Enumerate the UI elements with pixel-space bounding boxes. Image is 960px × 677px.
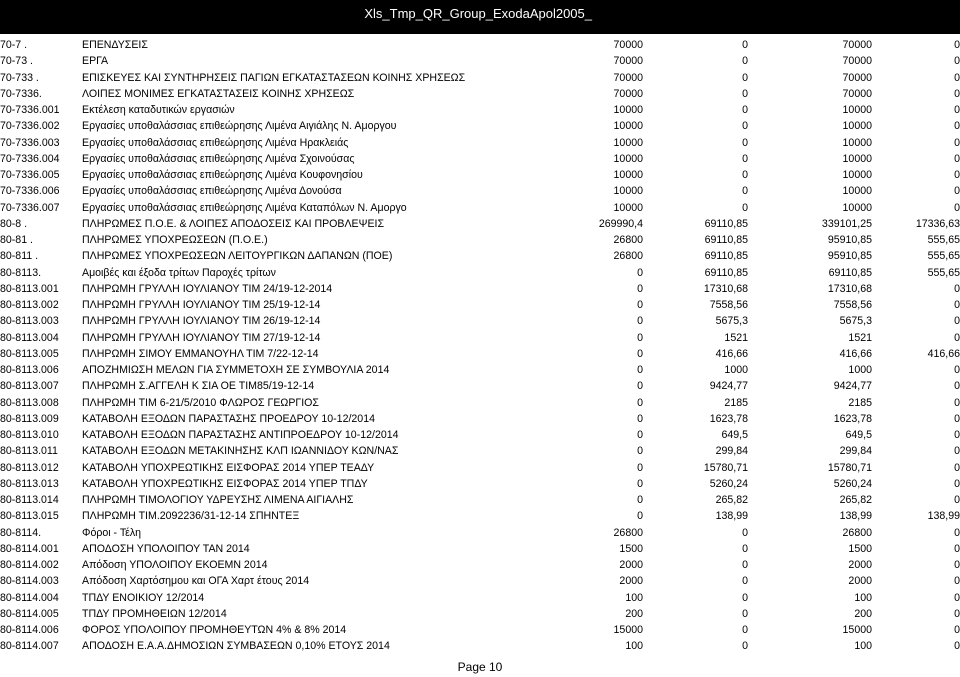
value-col4-cell: 0 (954, 591, 960, 604)
description-cell: ΠΛΗΡΩΜΗ Σ.ΑΓΓΕΛΗ Κ ΣΙΑ ΟΕ ΤΙΜ85/19-12-14 (82, 380, 315, 393)
table-row (0, 167, 960, 183)
value-col2-cell: 0 (742, 624, 748, 636)
table-row (0, 200, 960, 216)
value-col4-cell: 555,65 (927, 266, 960, 279)
account-code-cell: 70-7336.006 (0, 185, 60, 198)
table-row (0, 460, 960, 476)
value-col1-cell: 2000 (619, 559, 643, 571)
value-col1-cell: 100 (625, 640, 643, 653)
table-row (0, 525, 960, 541)
description-cell: ΠΛΗΡΩΜΗ ΓΡΥΛΛΗ ΙΟΥΛΙΑΝΟΥ ΤΙΜ 25/19-12-14 (82, 299, 321, 311)
value-col4-cell: 0 (954, 477, 960, 490)
value-col3-cell: 10000 (842, 169, 872, 181)
account-code-cell: 80-8113.015 (0, 510, 59, 523)
value-col3-cell: 138,99 (839, 510, 872, 523)
value-col2-cell: 1521 (724, 331, 748, 344)
description-cell: ΕΠΙΣΚΕΥΕΣ ΚΑΙ ΣΥΝΤΗΡΗΣΕΙΣ ΠΑΓΙΩΝ ΕΓΚΑΤΑΣΤΑΣΕΩΝ ΚΟΙΝΗΣ ΧΡΗΣΕΩΣ (82, 71, 466, 84)
value-col2-cell: 0 (742, 526, 748, 539)
value-col3-cell: 5675,3 (839, 315, 872, 328)
value-col2-cell: 0 (742, 136, 748, 149)
value-col4-cell: 0 (954, 282, 960, 295)
value-col4-cell: 0 (954, 607, 960, 620)
description-cell: ΚΑΤΑΒΟΛΗ ΥΠΟΧΡΕΩΤΙΚΗΣ ΕΙΣΦΟΡΑΣ 2014 ΥΠΕΡ ΤΠΔΥ (82, 477, 368, 490)
value-col2-cell: 0 (742, 152, 748, 165)
value-col2-cell: 2185 (724, 396, 748, 409)
value-col4-cell: 0 (954, 559, 960, 571)
table-row (0, 638, 960, 654)
value-col1-cell: 26800 (613, 526, 643, 539)
description-cell: ΑΠΟΔΟΣΗ ΥΠΟΛΟΙΠΟΥ ΤΑΝ 2014 (82, 542, 250, 555)
value-col4-cell: 0 (954, 136, 960, 149)
description-cell: ΚΑΤΑΒΟΛΗ ΥΠΟΧΡΕΩΤΙΚΗΣ ΕΙΣΦΟΡΑΣ 2014 ΥΠΕΡ ΤΕΑΔΥ (82, 461, 375, 474)
account-code-cell: 80-81 . (0, 234, 33, 246)
value-col2-cell: 0 (742, 87, 748, 100)
value-col3-cell: 9424,77 (833, 380, 872, 393)
value-col4-cell: 0 (954, 412, 960, 425)
value-col4-cell: 0 (954, 39, 960, 51)
value-col2-cell: 0 (742, 104, 748, 116)
table-row (0, 37, 960, 53)
value-col3-cell: 100 (854, 591, 872, 604)
account-code-cell: 80-8113.011 (0, 445, 58, 458)
value-col1-cell: 10000 (613, 120, 643, 133)
value-col3-cell: 15780,71 (827, 461, 872, 474)
description-cell: ΚΑΤΑΒΟΛΗ ΕΞΟΔΩΝ ΜΕΤΑΚΙΝΗΣΗΣ ΚΛΠ ΙΩΑΝΝΙΔΟΥ ΚΩΝ/ΝΑΣ (82, 445, 399, 458)
value-col1-cell: 0 (637, 494, 643, 506)
account-code-cell: 70-7336.005 (0, 169, 60, 181)
account-code-cell: 80-8113.002 (0, 299, 59, 311)
value-col2-cell: 69110,85 (704, 234, 748, 246)
account-code-cell: 70-7336.007 (0, 201, 60, 214)
table-row (0, 378, 960, 394)
description-cell: ΠΛΗΡΩΜΗ ΣΙΜΟΥ ΕΜΜΑΝΟΥΗΛ ΤΙΜ 7/22-12-14 (82, 347, 319, 360)
value-col1-cell: 0 (637, 477, 643, 490)
value-col1-cell: 1500 (619, 542, 643, 555)
value-col2-cell: 0 (742, 591, 748, 604)
description-cell: ΠΛΗΡΩΜΗ ΤΙΜ.2092236/31-12-14 ΣΠΗΝΤΕΞ (82, 510, 300, 523)
description-cell: Φόροι - Τέλη (82, 526, 142, 539)
value-col2-cell: 1623,78 (709, 412, 748, 425)
description-cell: ΠΛΗΡΩΜΕΣ Π.Ο.Ε. & ΛΟΙΠΕΣ ΑΠΟΔΟΣΕΙΣ ΚΑΙ ΠΡΟΒΛΕΨΕΙΣ (82, 217, 385, 230)
value-col1-cell: 200 (625, 607, 643, 620)
value-col1-cell: 0 (637, 510, 643, 523)
value-col3-cell: 1000 (848, 364, 872, 376)
description-cell: ΛΟΙΠΕΣ ΜΟΝΙΜΕΣ ΕΓΚΑΤΑΣΤΑΣΕΙΣ ΚΟΙΝΗΣ ΧΡΗΣΕΩΣ (82, 87, 355, 100)
description-cell: ΠΛΗΡΩΜΕΣ ΥΠΟΧΡΕΩΣΕΩΝ (Π.Ο.Ε.) (82, 234, 268, 246)
account-code-cell: 70-73 . (0, 55, 33, 68)
value-col3-cell: 69110,85 (828, 266, 872, 279)
ledger-table (0, 37, 960, 655)
value-col4-cell: 0 (954, 526, 960, 539)
table-row (0, 70, 960, 86)
description-cell: ΠΛΗΡΩΜΕΣ ΥΠΟΧΡΕΩΣΕΩΝ ΛΕΙΤΟΥΡΓΙΚΩΝ ΔΑΠΑΝΩΝ (ΠΟΕ) (82, 250, 393, 263)
table-row (0, 557, 960, 573)
table-row (0, 590, 960, 606)
value-col3-cell: 95910,85 (827, 234, 872, 246)
value-col1-cell: 269990,4 (598, 217, 643, 230)
value-col3-cell: 299,84 (839, 445, 872, 458)
table-row (0, 508, 960, 524)
account-code-cell: 70-7 . (0, 39, 28, 51)
value-col1-cell: 10000 (613, 136, 643, 149)
description-cell: ΠΛΗΡΩΜΗ ΤΙΜ 6-21/5/2010 ΦΛΩΡΟΣ ΓΕΩΡΓΙΟΣ (82, 396, 319, 409)
value-col3-cell: 10000 (842, 136, 872, 149)
table-row (0, 216, 960, 232)
value-col2-cell: 0 (742, 201, 748, 214)
value-col3-cell: 5260,24 (833, 477, 872, 490)
account-code-cell: 70-7336.003 (0, 136, 60, 149)
value-col4-cell: 138,99 (927, 510, 960, 523)
description-cell: ΤΠΔΥ ΕΝΟΙΚΙΟΥ 12/2014 (82, 591, 205, 604)
value-col3-cell: 70000 (842, 87, 872, 100)
table-row (0, 476, 960, 492)
value-col1-cell: 70000 (613, 39, 643, 51)
account-code-cell: 80-8114.002 (0, 559, 59, 571)
table-row (0, 53, 960, 69)
value-col4-cell: 0 (954, 152, 960, 165)
value-col1-cell: 70000 (613, 87, 643, 100)
value-col3-cell: 2000 (848, 559, 872, 571)
value-col1-cell: 26800 (613, 250, 643, 263)
table-row (0, 346, 960, 362)
value-col3-cell: 2185 (848, 396, 872, 409)
description-cell: ΤΠΔΥ ΠΡΟΜΗΘΕΙΩΝ 12/2014 (82, 607, 227, 620)
account-code-cell: 80-811 . (0, 250, 39, 263)
value-col2-cell: 5260,24 (709, 477, 748, 490)
table-row (0, 395, 960, 411)
table-row (0, 248, 960, 264)
value-col4-cell: 0 (954, 120, 960, 133)
table-row (0, 622, 960, 638)
value-col4-cell: 0 (954, 542, 960, 555)
value-col2-cell: 69110,85 (704, 250, 748, 263)
table-row (0, 265, 960, 281)
value-col3-cell: 10000 (842, 185, 872, 198)
description-cell: ΚΑΤΑΒΟΛΗ ΕΞΟΔΩΝ ΠΑΡΑΣΤΑΣΗΣ ΠΡΟΕΔΡΟΥ 10-12/2014 (82, 412, 375, 425)
description-cell: ΠΛΗΡΩΜΗ ΤΙΜΟΛΟΓΙΟΥ ΥΔΡΕΥΣΗΣ ΛΙΜΕΝΑ ΑΙΓΙΑΛΗΣ (82, 494, 354, 506)
account-code-cell: 80-8113.001 (0, 282, 59, 295)
value-col4-cell: 0 (954, 331, 960, 344)
value-col2-cell: 0 (742, 39, 748, 51)
account-code-cell: 80-8113.003 (0, 315, 59, 328)
account-code-cell: 80-8113. (0, 266, 42, 279)
table-row (0, 492, 960, 508)
value-col1-cell: 10000 (613, 152, 643, 165)
value-col2-cell: 138,99 (715, 510, 748, 523)
value-col4-cell: 0 (954, 429, 960, 441)
value-col2-cell: 0 (742, 185, 748, 198)
value-col3-cell: 339101,25 (821, 217, 872, 230)
table-row (0, 330, 960, 346)
table-row (0, 411, 960, 427)
value-col3-cell: 1500 (848, 542, 872, 555)
value-col4-cell: 0 (954, 624, 960, 636)
table-row (0, 118, 960, 134)
value-col3-cell: 70000 (842, 71, 872, 84)
value-col3-cell: 15000 (842, 624, 872, 636)
value-col3-cell: 416,66 (839, 347, 872, 360)
value-col4-cell: 0 (954, 169, 960, 181)
value-col3-cell: 95910,85 (827, 250, 872, 263)
value-col1-cell: 70000 (613, 55, 643, 68)
value-col2-cell: 0 (742, 542, 748, 555)
table-row (0, 362, 960, 378)
value-col4-cell: 416,66 (927, 347, 960, 360)
table-row (0, 541, 960, 557)
value-col2-cell: 649,5 (721, 429, 748, 441)
value-col1-cell: 0 (637, 364, 643, 376)
account-code-cell: 80-8113.014 (0, 494, 59, 506)
value-col1-cell: 0 (637, 412, 643, 425)
value-col3-cell: 7558,56 (833, 299, 872, 311)
description-cell: Εργασίες υποθαλάσσιας επιθεώρησης Λιμένα Σχοινούσας (82, 152, 355, 165)
value-col4-cell: 0 (954, 461, 960, 474)
value-col3-cell: 10000 (842, 152, 872, 165)
value-col4-cell: 0 (954, 185, 960, 198)
value-col2-cell: 69110,85 (704, 217, 748, 230)
value-col3-cell: 1521 (848, 331, 872, 344)
table-row (0, 313, 960, 329)
value-col4-cell: 0 (954, 104, 960, 116)
value-col2-cell: 1000 (724, 364, 748, 376)
description-cell: ΚΑΤΑΒΟΛΗ ΕΞΟΔΩΝ ΠΑΡΑΣΤΑΣΗΣ ΑΝΤΙΠΡΟΕΔΡΟΥ 10-12/2014 (82, 429, 399, 441)
value-col4-cell: 0 (954, 494, 960, 506)
description-cell: ΕΠΕΝΔΥΣΕΙΣ (82, 39, 148, 51)
description-cell: Εργασίες υποθαλάσσιας επιθεώρησης Λιμένα Καταπόλων Ν. Αμοργο (82, 201, 407, 214)
value-col4-cell: 17336,63 (915, 217, 960, 230)
description-cell: ΠΛΗΡΩΜΗ ΓΡΥΛΛΗ ΙΟΥΛΙΑΝΟΥ ΤΙΜ 27/19-12-14 (82, 331, 321, 344)
table-row (0, 86, 960, 102)
value-col3-cell: 200 (854, 607, 872, 620)
account-code-cell: 80-8113.004 (0, 331, 59, 344)
value-col4-cell: 0 (954, 640, 960, 653)
value-col4-cell: 0 (954, 445, 960, 458)
account-code-cell: 80-8113.007 (0, 380, 59, 393)
value-col3-cell: 1623,78 (833, 412, 872, 425)
account-code-cell: 80-8113.006 (0, 364, 59, 376)
description-cell: Εργασίες υποθαλάσσιας επιθεώρησης Λιμένα Αιγιάλης Ν. Αμοργου (82, 120, 397, 133)
value-col4-cell: 0 (954, 55, 960, 68)
account-code-cell: 70-7336.001 (0, 104, 60, 116)
value-col2-cell: 15780,71 (703, 461, 748, 474)
value-col2-cell: 0 (742, 640, 748, 653)
account-code-cell: 80-8113.010 (0, 429, 59, 441)
account-code-cell: 80-8114.005 (0, 607, 59, 620)
value-col2-cell: 17310,68 (703, 282, 748, 295)
description-cell: ΠΛΗΡΩΜΗ ΓΡΥΛΛΗ ΙΟΥΛΙΑΝΟΥ ΤΙΜ 24/19-12-2014 (82, 282, 333, 295)
description-cell: ΦΟΡΟΣ ΥΠΟΛΟΙΠΟΥ ΠΡΟΜΗΘΕΥΤΩΝ 4% & 8% 2014 (82, 624, 347, 636)
value-col1-cell: 10000 (613, 169, 643, 181)
value-col2-cell: 0 (742, 169, 748, 181)
value-col4-cell: 0 (954, 299, 960, 311)
value-col3-cell: 17310,68 (827, 282, 872, 295)
account-code-cell: 70-733 . (0, 71, 39, 84)
value-col2-cell: 0 (742, 559, 748, 571)
value-col4-cell: 0 (954, 364, 960, 376)
value-col2-cell: 0 (742, 120, 748, 133)
account-code-cell: 80-8114.004 (0, 591, 59, 604)
value-col1-cell: 0 (637, 266, 643, 279)
value-col2-cell: 69110,85 (704, 266, 748, 279)
table-row (0, 281, 960, 297)
value-col2-cell: 5675,3 (715, 315, 748, 328)
account-code-cell: 80-8113.012 (0, 461, 59, 474)
description-cell: Εργασίες υποθαλάσσιας επιθεώρησης Λιμένα Δονούσα (82, 185, 342, 198)
description-cell: ΠΛΗΡΩΜΗ ΓΡΥΛΛΗ ΙΟΥΛΙΑΝΟΥ ΤΙΜ 26/19-12-14 (82, 315, 321, 328)
value-col3-cell: 70000 (842, 55, 872, 68)
value-col4-cell: 0 (954, 315, 960, 328)
table-row (0, 135, 960, 151)
value-col1-cell: 70000 (613, 71, 643, 84)
value-col3-cell: 70000 (842, 39, 872, 51)
description-cell: ΑΠΟΔΟΣΗ Ε.Α.Α.ΔΗΜΟΣΙΩΝ ΣΥΜΒΑΣΕΩΝ 0,10% ΕΤΟΥΣ 2014 (82, 640, 390, 653)
account-code-cell: 80-8113.008 (0, 396, 59, 409)
value-col3-cell: 2000 (848, 575, 872, 588)
value-col2-cell: 416,66 (715, 347, 748, 360)
account-code-cell: 80-8114.003 (0, 575, 59, 588)
table-row (0, 297, 960, 313)
account-code-cell: 80-8113.009 (0, 412, 59, 425)
value-col1-cell: 0 (637, 380, 643, 393)
value-col1-cell: 100 (625, 591, 643, 604)
value-col4-cell: 0 (954, 396, 960, 409)
description-cell: ΕΡΓΑ (82, 55, 109, 68)
value-col3-cell: 10000 (842, 120, 872, 133)
description-cell: Αμοιβές και έξοδα τρίτων Παροχές τρίτων (82, 266, 276, 279)
value-col1-cell: 0 (637, 445, 643, 458)
description-cell: Εργασίες υποθαλάσσιας επιθεώρησης Λιμένα Κουφονησίου (82, 169, 363, 181)
value-col2-cell: 0 (742, 607, 748, 620)
document-title: Xls_Tmp_QR_Group_ExodaApol2005_ (364, 6, 592, 21)
table-row (0, 232, 960, 248)
description-cell: Εκτέλεση καταδυτικών εργασιών (82, 104, 235, 116)
value-col4-cell: 0 (954, 87, 960, 100)
value-col4-cell: 555,65 (927, 250, 960, 263)
value-col3-cell: 265,82 (839, 494, 872, 506)
value-col1-cell: 0 (637, 461, 643, 474)
description-cell: Απόδοση ΥΠΟΛΟΙΠΟΥ ΕΚΟΕΜΝ 2014 (82, 559, 268, 571)
value-col4-cell: 0 (954, 380, 960, 393)
value-col1-cell: 0 (637, 429, 643, 441)
account-code-cell: 80-8114.006 (0, 624, 59, 636)
table-row (0, 151, 960, 167)
account-code-cell: 80-8 . (0, 217, 28, 230)
account-code-cell: 80-8113.013 (0, 477, 59, 490)
account-code-cell: 70-7336.004 (0, 152, 60, 165)
value-col3-cell: 26800 (842, 526, 872, 539)
page-number: Page 10 (457, 660, 503, 674)
value-col1-cell: 15000 (613, 624, 643, 636)
value-col3-cell: 10000 (842, 201, 872, 214)
value-col2-cell: 9424,77 (709, 380, 748, 393)
value-col4-cell: 0 (954, 575, 960, 588)
value-col4-cell: 0 (954, 201, 960, 214)
value-col2-cell: 0 (742, 55, 748, 68)
value-col2-cell: 265,82 (715, 494, 748, 506)
value-col1-cell: 0 (637, 299, 643, 311)
value-col1-cell: 0 (637, 396, 643, 409)
value-col1-cell: 0 (637, 315, 643, 328)
value-col3-cell: 100 (854, 640, 872, 653)
value-col3-cell: 649,5 (845, 429, 872, 441)
value-col1-cell: 10000 (613, 185, 643, 198)
value-col1-cell: 10000 (613, 201, 643, 214)
account-code-cell: 80-8113.005 (0, 347, 59, 360)
account-code-cell: 80-8114. (0, 526, 42, 539)
value-col1-cell: 26800 (613, 234, 643, 246)
account-code-cell: 70-7336. (0, 87, 42, 100)
value-col1-cell: 0 (637, 282, 643, 295)
value-col1-cell: 10000 (613, 104, 643, 116)
table-row (0, 606, 960, 622)
value-col1-cell: 2000 (619, 575, 643, 588)
table-row (0, 102, 960, 118)
table-row (0, 573, 960, 589)
description-cell: Εργασίες υποθαλάσσιας επιθεώρησης Λιμένα Ηρακλειάς (82, 136, 349, 149)
value-col2-cell: 299,84 (715, 445, 748, 458)
value-col1-cell: 0 (637, 347, 643, 360)
table-row (0, 443, 960, 459)
value-col2-cell: 0 (742, 71, 748, 84)
account-code-cell: 70-7336.002 (0, 120, 60, 133)
value-col2-cell: 0 (742, 575, 748, 588)
value-col4-cell: 0 (954, 71, 960, 84)
description-cell: Απόδοση Χαρτόσημου και ΟΓΑ Χαρτ έτους 2014 (82, 575, 310, 588)
account-code-cell: 80-8114.001 (0, 542, 59, 555)
table-row (0, 183, 960, 199)
header-bar (0, 0, 960, 34)
value-col3-cell: 10000 (842, 104, 872, 116)
value-col4-cell: 555,65 (927, 234, 960, 246)
description-cell: ΑΠΟΖΗΜΙΩΣΗ ΜΕΛΩΝ ΓΙΑ ΣΥΜΜΕΤΟΧΗ ΣΕ ΣΥΜΒΟΥΛΙΑ 2014 (82, 364, 390, 376)
value-col2-cell: 7558,56 (709, 299, 748, 311)
table-row (0, 427, 960, 443)
account-code-cell: 80-8114.007 (0, 640, 59, 653)
value-col1-cell: 0 (637, 331, 643, 344)
